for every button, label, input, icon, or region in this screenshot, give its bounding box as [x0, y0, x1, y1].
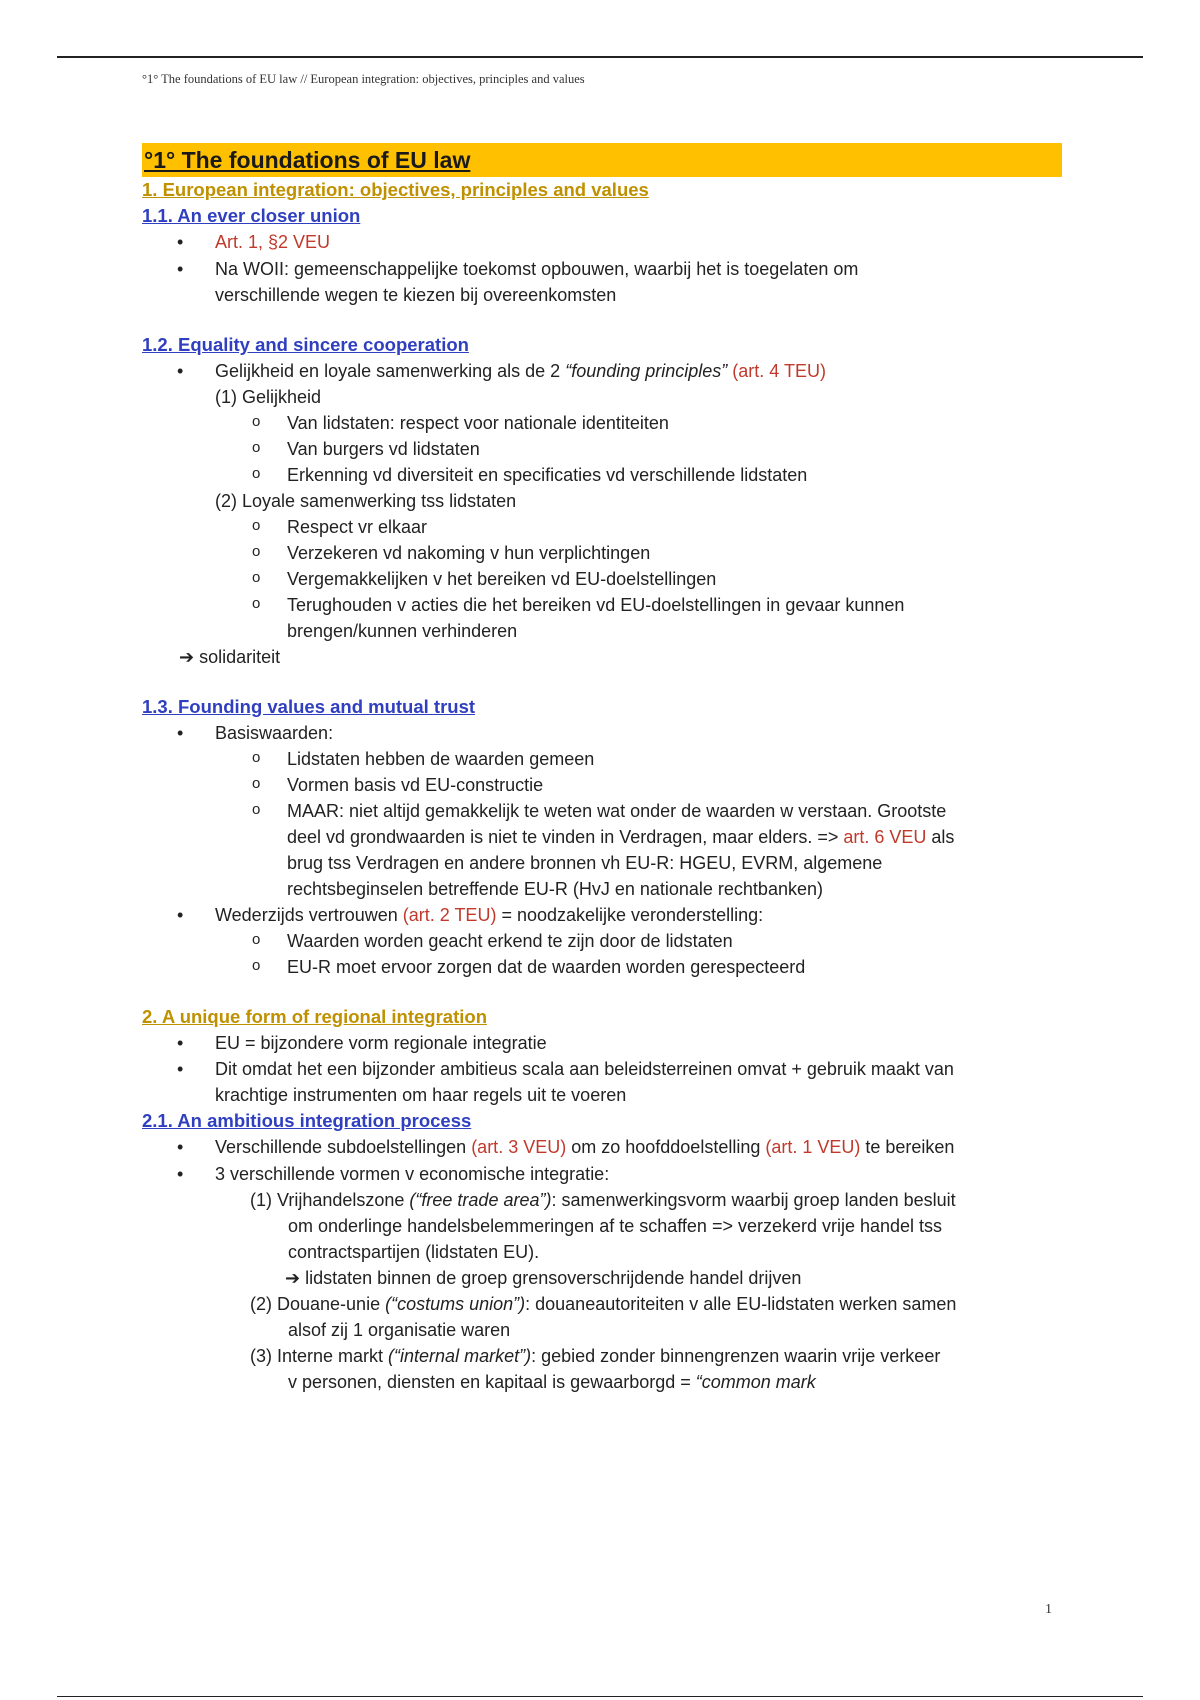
section-1-heading: 1. European integration: objectives, principles and values — [142, 179, 649, 200]
list-item: o Respect vr elkaar — [142, 514, 1062, 540]
list-item: o MAAR: niet altijd gemakkelijk te weten wat onder de waarden w verstaan. Grootste deel vd grondwaarden is niet te vinden in Verdragen, maar elders. => art. 6 VEU als brug tss Verdragen en andere bronnen vh EU-R: HGEU, EVRM, algemene rechtsbeginselen betreffende EU-R (HvJ en nationale rechtbanken) — [142, 798, 1062, 902]
list-item: o Waarden worden geacht erkend te zijn door de lidstaten — [142, 928, 1062, 954]
section-2-1-list — [142, 1134, 1062, 1187]
list-item-continuation: v personen, diensten en kapitaal is gewaarborgd = “common mark — [288, 1372, 816, 1392]
equality-list — [142, 410, 1062, 488]
integration-forms-list — [142, 1187, 1062, 1395]
section-1-3-heading: 1.3. Founding values and mutual trust — [142, 696, 476, 717]
list-item: • Na WOII: gemeenschappelijke toekomst opbouwen, waarbij het is toegelaten om verschillende wegen te kiezen bij overeenkomsten — [142, 256, 1062, 308]
list-item: • 3 verschillende vormen v economische integratie: — [142, 1161, 1062, 1187]
list-item-continuation: contractspartijen (lidstaten EU). — [288, 1242, 540, 1262]
list-item: o Verzekeren vd nakoming v hun verplichtingen — [142, 540, 1062, 566]
list-item-continuation: alsof zij 1 organisatie waren — [288, 1320, 511, 1340]
sub-heading-loyal-cooperation: (2) Loyale samenwerking tss lidstaten — [215, 491, 517, 511]
running-header: °1° The foundations of EU law // European integration: objectives, principles and values — [142, 72, 585, 86]
list-item: o Van lidstaten: respect voor nationale identiteiten — [142, 410, 1062, 436]
list-item: o Erkenning vd diversiteit en specificaties vd verschillende lidstaten — [142, 462, 1062, 488]
trust-sub-list — [142, 928, 1062, 980]
list-item-continuation: om onderlinge handelsbelemmeringen af te schaffen => verzekerd vrije handel tss — [288, 1216, 943, 1236]
list-item: (1) Vrijhandelszone (“free trade area”): samenwerkingsvorm waarbij groep landen besluit — [250, 1190, 956, 1210]
list-item: (3) Interne markt (“internal market”): gebied zonder binnengrenzen waarin vrije verkeer — [250, 1346, 941, 1366]
chapter-title: °1° The foundations of EU law — [142, 143, 1062, 177]
list-item: • Basiswaarden: — [142, 720, 1062, 746]
header-rule — [57, 56, 1143, 58]
section-1-2-list — [142, 358, 1062, 384]
section-2-list — [142, 1030, 1062, 1108]
section-1-2-heading: 1.2. Equality and sincere cooperation — [142, 334, 469, 355]
mutual-trust-list — [142, 902, 1062, 928]
section-1-3-list — [142, 720, 1062, 746]
list-item: o Van burgers vd lidstaten — [142, 436, 1062, 462]
document-body — [142, 143, 1062, 1395]
sub-heading-equality: (1) Gelijkheid — [215, 387, 322, 407]
cooperation-list — [142, 514, 1062, 644]
basic-values-list — [142, 746, 1062, 902]
list-item: • Gelijkheid en loyale samenwerking als de 2 “founding principles” (art. 4 TEU) — [142, 358, 1062, 384]
list-item: • EU = bijzondere vorm regionale integratie — [142, 1030, 1062, 1056]
list-item: • Dit omdat het een bijzonder ambitieus scala aan beleidsterreinen omvat + gebruik maakt van krachtige instrumenten om haar regels uit te voeren — [142, 1056, 1062, 1108]
list-item: o Lidstaten hebben de waarden gemeen — [142, 746, 1062, 772]
list-item: o Vergemakkelijken v het bereiken vd EU-doelstellingen — [142, 566, 1062, 592]
list-item: • Art. 1, §2 VEU — [142, 229, 1062, 256]
section-1-1-list — [142, 229, 1062, 308]
section-1-1-heading: 1.1. An ever closer union — [142, 205, 361, 226]
list-item: • Verschillende subdoelstellingen (art. 3 VEU) om zo hoofddoelstelling (art. 1 VEU) te bereiken — [142, 1134, 1062, 1161]
arrow-conclusion: ➔ solidariteit — [179, 647, 281, 667]
list-item: o Terughouden v acties die het bereiken vd EU-doelstellingen in gevaar kunnen brengen/kunnen verhinderen — [142, 592, 1062, 644]
section-2-1-heading: 2.1. An ambitious integration process — [142, 1110, 472, 1131]
page-number: 1 — [1045, 1602, 1052, 1617]
section-2-heading: 2. A unique form of regional integration — [142, 1006, 487, 1027]
list-item: (2) Douane-unie (“costums union”): douaneautoriteiten v alle EU-lidstaten werken samen — [250, 1294, 957, 1314]
list-item: o Vormen basis vd EU-constructie — [142, 772, 1062, 798]
arrow-conclusion: ➔ lidstaten binnen de groep grensoverschrijdende handel drijven — [285, 1268, 802, 1288]
list-item: o EU-R moet ervoor zorgen dat de waarden worden gerespecteerd — [142, 954, 1062, 980]
list-item: • Wederzijds vertrouwen (art. 2 TEU) = noodzakelijke veronderstelling: — [142, 902, 1062, 928]
footer-rule — [57, 1696, 1143, 1697]
